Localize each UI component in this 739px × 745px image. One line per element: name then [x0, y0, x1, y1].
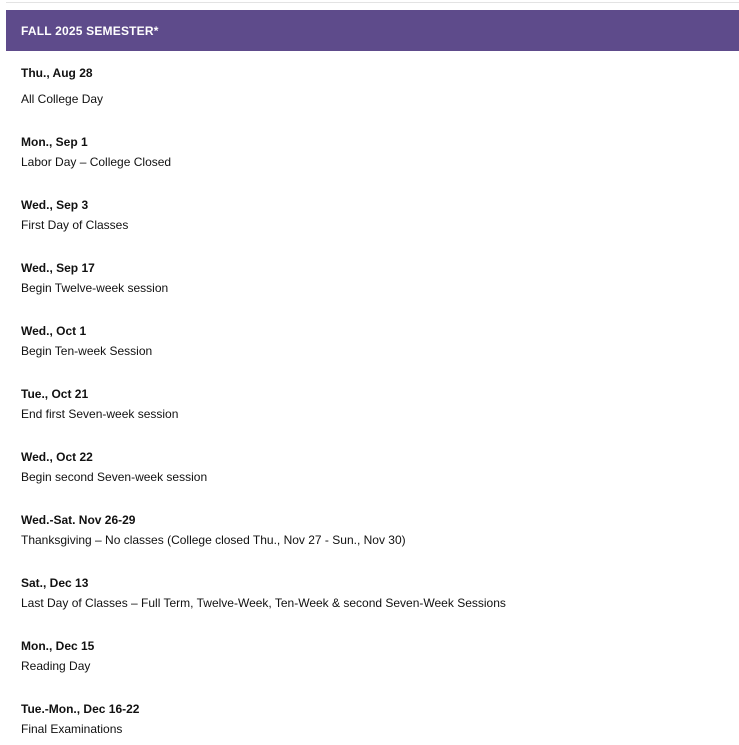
event-date: Wed.-Sat. Nov 26-29 — [21, 513, 136, 527]
calendar-event — [21, 387, 721, 421]
event-date: Tue., Oct 21 — [21, 387, 89, 401]
event-date: Thu., Aug 28 — [21, 66, 93, 80]
event-date: Wed., Sep 3 — [21, 198, 89, 212]
event-description: Labor Day – College Closed — [21, 155, 172, 169]
top-divider — [6, 0, 739, 3]
event-description: All College Day — [21, 92, 104, 106]
event-description: Last Day of Classes – Full Term, Twelve-Week, Ten-Week & second Seven-Week Sessions — [21, 596, 506, 610]
calendar-event — [21, 702, 721, 736]
calendar-event — [21, 450, 721, 484]
event-date: Wed., Oct 1 — [21, 324, 87, 338]
semester-calendar-panel — [6, 10, 739, 745]
event-description: First Day of Classes — [21, 218, 129, 232]
event-description: Reading Day — [21, 659, 91, 673]
event-description: Final Examinations — [21, 722, 123, 736]
event-date: Mon., Sep 1 — [21, 135, 88, 149]
event-description: Begin second Seven-week session — [21, 470, 208, 484]
calendar-event — [21, 198, 721, 232]
calendar-event — [21, 576, 721, 610]
event-date: Tue.-Mon., Dec 16-22 — [21, 702, 140, 716]
semester-title: FALL 2025 SEMESTER* — [21, 23, 159, 38]
event-description: Thanksgiving – No classes (College closed Thu., Nov 27 - Sun., Nov 30) — [21, 533, 406, 547]
event-description: End first Seven-week session — [21, 407, 179, 421]
calendar-event — [21, 135, 721, 169]
calendar-event — [21, 66, 721, 106]
event-date: Wed., Oct 22 — [21, 450, 93, 464]
event-description: Begin Twelve-week session — [21, 281, 169, 295]
calendar-event — [21, 513, 721, 547]
event-description: Begin Ten-week Session — [21, 344, 153, 358]
calendar-event — [21, 639, 721, 673]
event-date: Mon., Dec 15 — [21, 639, 95, 653]
event-date: Sat., Dec 13 — [21, 576, 89, 590]
calendar-event — [21, 261, 721, 295]
calendar-event — [21, 324, 721, 358]
semester-header — [6, 10, 739, 51]
event-date: Wed., Sep 17 — [21, 261, 95, 275]
